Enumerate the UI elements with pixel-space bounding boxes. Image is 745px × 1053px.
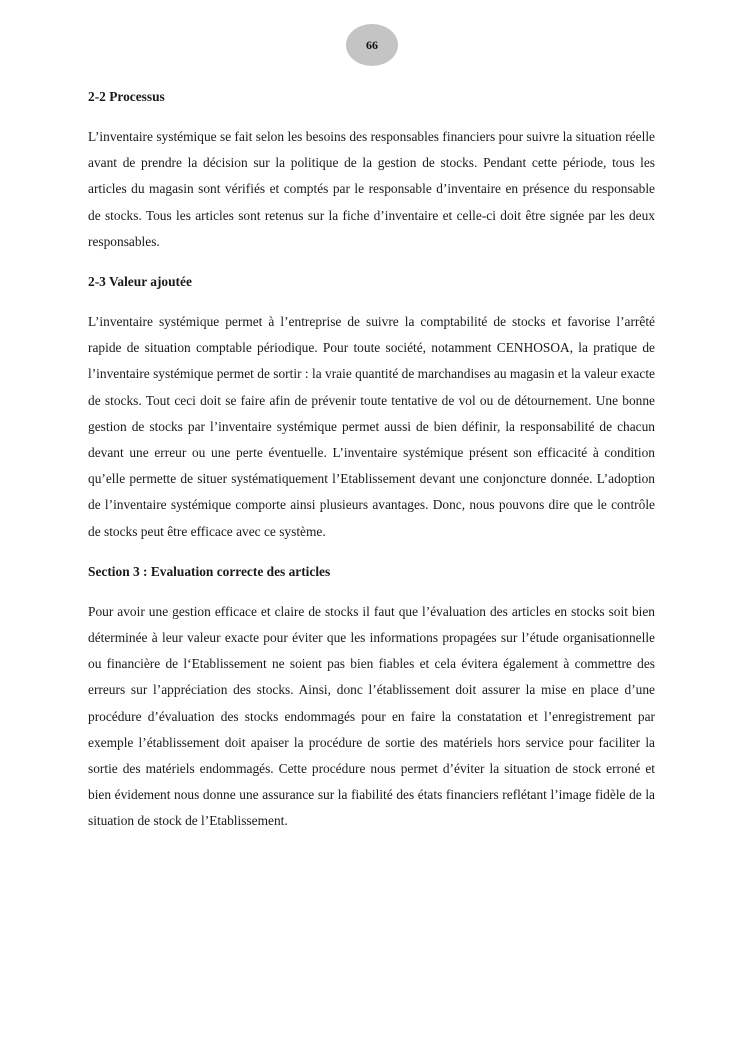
paragraph-valeur-ajoutee: L’inventaire systémique permet à l’entreprise de suivre la comptabilité de stocks et favorise l’arrêté rapide de situation comptable périodique. Pour toute société, notamment CENHOSOA, la pratique de l’inventaire systémique permet de sortir : la vraie quantité de marchandises au magasin et la valeur exacte de stocks. Tout ceci doit se faire afin de prévenir toute tentative de vol ou de détournement. Une bonne gestion de stocks par l’inventaire systémique permet aussi de bien définir, la responsabilité de chacun devant une erreur ou une perte éventuelle. L’inventaire systémique présent son efficacité à condition qu’elle permette de situer systématiquement l’Etablissement devant une conjoncture donnée. L’adoption de l’inventaire systémique comporte ainsi plusieurs avantages. Donc, nous pouvons dire que le contrôle de stocks peut être efficace avec ce système.	[88, 314, 655, 539]
document-body	[88, 84, 655, 849]
section-heading-evaluation: Section 3 : Evaluation correcte des articles	[88, 563, 331, 579]
paragraph-evaluation: Pour avoir une gestion efficace et claire de stocks il faut que l’évaluation des articles en stocks soit bien déterminée à leur valeur exacte pour éviter que les informations propagées sur l’étude organisationnelle ou financière de l‘Etablissement ne soient pas bien fiables et cela évitera également à commettre des erreurs sur l’appréciation des stocks. Ainsi, donc l’établissement doit assurer la mise en place d’une procédure d’évaluation des stocks endommagés pour en faire la constatation et l’enregistrement par exemple l’établissement doit apaiser la procédure de sortie des matériels hors service pour faciliter la sortie des matériels endommagés. Cette procédure nous permet d’éviter la situation de stock erroné et bien évidement nous donne une assurance sur la fiabilité des états financiers reflétant l’image fidèle de la situation de stock de l’Etablissement.	[88, 603, 655, 829]
section-heading-valeur-ajoutee: 2-3 Valeur ajoutée	[88, 274, 192, 290]
page-number: 66	[346, 24, 398, 66]
paragraph-processus: L’inventaire systémique se fait selon les besoins des responsables financiers pour suivre la situation réelle avant de prendre la décision sur la politique de la gestion de stocks. Pendant cette période, tous les articles du magasin sont vérifiés et comptés par le responsable d’inventaire en présence du responsable de stocks. Tous les articles sont retenus sur la fiche d’inventaire et celle-ci doit être signée par les deux responsables.	[88, 129, 655, 249]
section-heading-processus: 2-2 Processus	[88, 89, 165, 104]
